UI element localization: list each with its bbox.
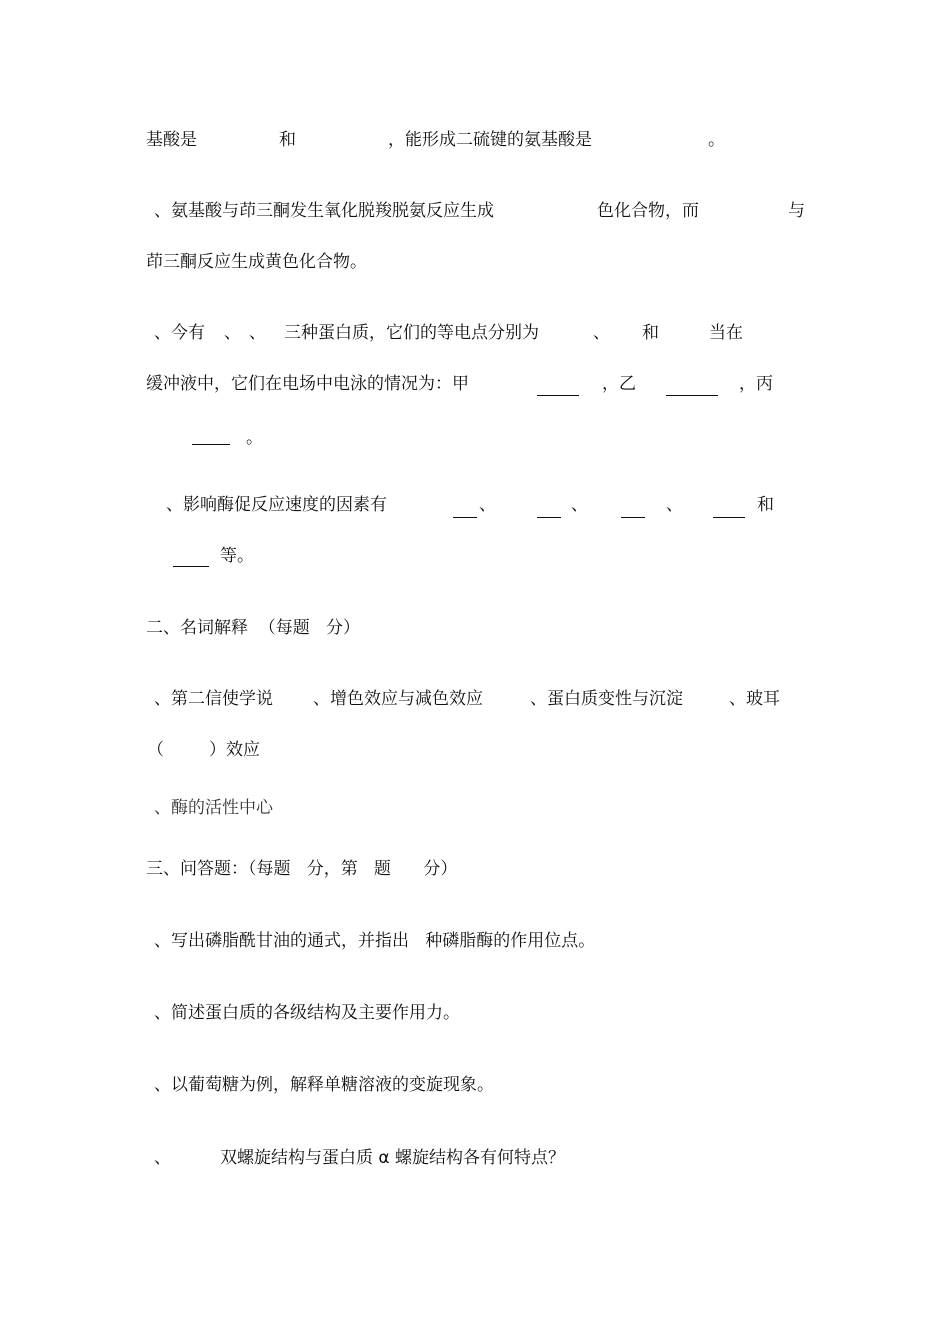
q-ep-line2-part2: ，乙 (602, 374, 636, 394)
q-cont-part4: 。 (708, 130, 725, 150)
q-enzyme-sep1: 、 (479, 495, 496, 515)
term-item: 、增色效应与减色效应 (313, 689, 483, 709)
q-ep-part7: 当在 (709, 323, 743, 343)
q-cont-part1: 基酸是 (146, 130, 197, 150)
q-ninhydrin-part2: 色化合物，而 (597, 201, 699, 221)
section2-heading: 二、名词解释 （每题 分） (146, 618, 361, 638)
question-item: 、写出磷脂酰甘油的通式，并指出 种磷脂酶的作用位点。 (154, 931, 596, 951)
q-ep-part4: 三种蛋白质，它们的等电点分别为 (284, 323, 539, 343)
answer-blank (537, 517, 561, 518)
q-enzyme-sep3: 、 (666, 495, 683, 515)
q-ninhydrin-part3: 与 (788, 201, 805, 221)
q-ep-part5: 、 (593, 323, 610, 343)
question-item: 、以葡萄糖为例，解释单糖溶液的变旋现象。 (154, 1075, 494, 1095)
answer-blank (453, 517, 477, 518)
q-enzyme-line2-end: 等。 (220, 546, 254, 566)
answer-blank (713, 517, 745, 518)
term-paren-open: （ (147, 740, 164, 760)
q-ep-line2-part1: 缓冲液中，它们在电场中电泳的情况为：甲 (146, 374, 469, 394)
answer-blank (621, 517, 645, 518)
q-cont-part3: ，能形成二硫键的氨基酸是 (388, 130, 592, 150)
answer-blank (192, 444, 230, 445)
section3-heading: 三、问答题：（每题 分，第 题 分） (146, 859, 458, 879)
term-item: 、第二信使学说 (154, 689, 273, 709)
q-cont-part2: 和 (279, 130, 296, 150)
q-ep-part2: 、 (224, 323, 241, 343)
q-ep-line3-end: 。 (246, 428, 263, 448)
q-enzyme-sep4: 和 (757, 495, 774, 515)
question-item: 、简述蛋白质的各级结构及主要作用力。 (154, 1003, 460, 1023)
question-item-prefix: 、 (154, 1148, 171, 1168)
term-item: 、蛋白质变性与沉淀 (530, 689, 683, 709)
q-ninhydrin-line2: 茚三酮反应生成黄色化合物。 (146, 252, 367, 272)
term-item-last: 、酶的活性中心 (154, 798, 273, 818)
term-item: 、玻耳 (729, 689, 780, 709)
answer-blank (173, 566, 209, 567)
answer-blank (537, 395, 579, 396)
q-ep-part6: 和 (642, 323, 659, 343)
q-enzyme-sep2: 、 (571, 495, 588, 515)
q-ep-part3: 、 (249, 323, 266, 343)
q-ep-line2-part3: ，丙 (739, 374, 773, 394)
q-ninhydrin-part1: 、氨基酸与茚三酮发生氧化脱羧脱氨反应生成 (154, 201, 494, 221)
q-ep-part1: 、今有 (154, 323, 205, 343)
question-item: 双螺旋结构与蛋白质 α 螺旋结构各有何特点？ (220, 1148, 566, 1168)
answer-blank (666, 395, 718, 396)
q-enzyme-part1: 、影响酶促反应速度的因素有 (166, 495, 387, 515)
term-paren-close: ）效应 (209, 740, 260, 760)
